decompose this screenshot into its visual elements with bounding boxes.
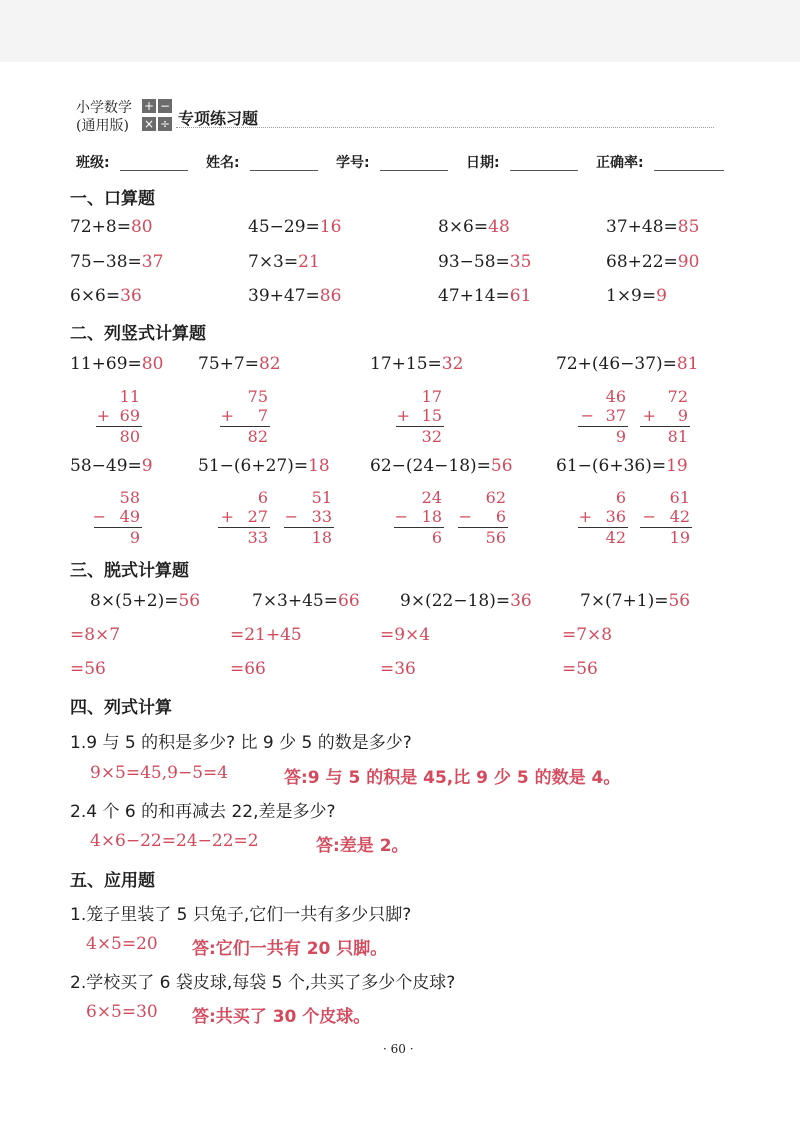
vert-op: + bbox=[220, 507, 234, 526]
vert-op: − bbox=[394, 507, 408, 526]
stepwise-problem: 7×(7+1)=56 bbox=[580, 591, 691, 611]
vertical-problem: 72+(46−37)=81 bbox=[556, 354, 699, 374]
section-word-problems-title: 五、应用题 bbox=[70, 871, 155, 891]
stepwise-step: =8×7 bbox=[70, 625, 121, 645]
vert-top: 72 bbox=[667, 387, 688, 406]
stepwise-step: =7×8 bbox=[562, 625, 613, 645]
header-divider bbox=[176, 127, 714, 128]
vert-result: 9 bbox=[129, 528, 140, 547]
vert-result: 33 bbox=[247, 528, 268, 547]
oral-item: 1×9=9 bbox=[606, 286, 667, 306]
vertical-problem: 58−49=9 bbox=[70, 456, 153, 476]
word-calc-2: 6×5=30 bbox=[86, 1002, 158, 1022]
oral-item: 68+22=90 bbox=[606, 252, 700, 272]
vert-op: − bbox=[92, 507, 106, 526]
oral-item: 93−58=35 bbox=[438, 252, 532, 272]
vert-bottom: 7 bbox=[257, 406, 268, 425]
word-answer-1: 答:它们一共有 20 只脚。 bbox=[192, 939, 388, 959]
vert-top: 24 bbox=[421, 488, 442, 507]
vert-top: 58 bbox=[119, 488, 140, 507]
accuracy-blank[interactable] bbox=[654, 170, 724, 171]
stepwise-step: =21+45 bbox=[230, 625, 302, 645]
stepwise-step: =56 bbox=[562, 659, 598, 679]
name-label: 姓名: bbox=[206, 155, 240, 171]
oral-item: 47+14=61 bbox=[438, 286, 532, 306]
vert-top: 17 bbox=[421, 387, 442, 406]
oral-item: 75−38=37 bbox=[70, 252, 164, 272]
vertical-problem: 75+7=82 bbox=[198, 354, 281, 374]
stepwise-problem: 7×3+45=66 bbox=[252, 591, 360, 611]
vert-result: 6 bbox=[431, 528, 442, 547]
oral-item: 45−29=16 bbox=[248, 217, 342, 237]
vertical-problem: 17+15=32 bbox=[370, 354, 464, 374]
vert-result: 9 bbox=[615, 427, 626, 446]
vert-bottom: 18 bbox=[421, 507, 442, 526]
expression-calc-2: 4×6−22=24−22=2 bbox=[90, 831, 259, 851]
vert-top: 46 bbox=[605, 387, 626, 406]
expression-question-1: 1.9 与 5 的积是多少? 比 9 少 5 的数是多少? bbox=[70, 733, 412, 753]
class-label: 班级: bbox=[76, 155, 110, 171]
vert-top: 6 bbox=[615, 488, 626, 507]
vert-result: 18 bbox=[311, 528, 332, 547]
name-blank[interactable] bbox=[250, 170, 318, 171]
vert-result: 80 bbox=[119, 427, 140, 446]
section-oral-title: 一、口算题 bbox=[70, 189, 155, 209]
vert-op: − bbox=[642, 507, 656, 526]
vert-result: 42 bbox=[605, 528, 626, 547]
vert-op: + bbox=[96, 406, 110, 425]
vert-bottom: 49 bbox=[119, 507, 140, 526]
vert-op: + bbox=[396, 406, 410, 425]
vert-bottom: 36 bbox=[605, 507, 626, 526]
stepwise-problem: 8×(5+2)=56 bbox=[90, 591, 201, 611]
expression-calc-1: 9×5=45,9−5=4 bbox=[90, 763, 229, 783]
vert-op: + bbox=[220, 406, 234, 425]
vert-bottom: 6 bbox=[495, 507, 506, 526]
vert-top: 62 bbox=[485, 488, 506, 507]
student-id-blank[interactable] bbox=[380, 170, 448, 171]
vert-result: 32 bbox=[421, 427, 442, 446]
vert-result: 19 bbox=[669, 528, 690, 547]
oral-item: 37+48=85 bbox=[606, 217, 700, 237]
stepwise-step: =66 bbox=[230, 659, 266, 679]
vertical-problem: 62−(24−18)=56 bbox=[370, 456, 513, 476]
vert-top: 51 bbox=[311, 488, 332, 507]
vert-op: + bbox=[578, 507, 592, 526]
student-id-label: 学号: bbox=[336, 155, 370, 171]
vertical-problem: 61−(6+36)=19 bbox=[556, 456, 688, 476]
vert-bottom: 69 bbox=[119, 406, 140, 425]
vert-bottom: 9 bbox=[677, 406, 688, 425]
section-stepwise-title: 三、脱式计算题 bbox=[70, 561, 189, 581]
oral-item: 72+8=80 bbox=[70, 217, 153, 237]
word-answer-2: 答:共买了 30 个皮球。 bbox=[192, 1007, 371, 1027]
vertical-problem: 51−(6+27)=18 bbox=[198, 456, 330, 476]
vert-result: 81 bbox=[667, 427, 688, 446]
page-number: · 60 · bbox=[383, 1042, 414, 1056]
vert-bottom: 42 bbox=[669, 507, 690, 526]
vert-top: 11 bbox=[119, 387, 140, 406]
expression-answer-2: 答:差是 2。 bbox=[316, 836, 409, 856]
vert-bottom: 37 bbox=[605, 406, 626, 425]
word-question-1: 1.笼子里装了 5 只兔子,它们一共有多少只脚? bbox=[70, 905, 412, 925]
accuracy-label: 正确率: bbox=[596, 155, 644, 171]
word-calc-1: 4×5=20 bbox=[86, 934, 158, 954]
section-vertical-title: 二、列竖式计算题 bbox=[70, 324, 206, 344]
divide-icon: ÷ bbox=[159, 117, 171, 131]
vertical-problem: 11+69=80 bbox=[70, 354, 164, 374]
section-expression-title: 四、列式计算 bbox=[70, 698, 172, 718]
oral-item: 39+47=86 bbox=[248, 286, 342, 306]
vert-op: − bbox=[458, 507, 472, 526]
vert-op: − bbox=[284, 507, 298, 526]
stepwise-step: =56 bbox=[70, 659, 106, 679]
oral-item: 8×6=48 bbox=[438, 217, 510, 237]
expression-answer-1: 答:9 与 5 的积是 45,比 9 少 5 的数是 4。 bbox=[284, 768, 621, 788]
vert-bottom: 33 bbox=[311, 507, 332, 526]
stepwise-step: =36 bbox=[380, 659, 416, 679]
vert-bottom: 15 bbox=[421, 406, 442, 425]
vert-op: − bbox=[580, 406, 594, 425]
oral-item: 7×3=21 bbox=[248, 252, 320, 272]
vert-op: + bbox=[642, 406, 656, 425]
minus-icon: − bbox=[159, 99, 171, 113]
subject-label: 小学数学 bbox=[76, 100, 132, 116]
vert-bottom: 27 bbox=[247, 507, 268, 526]
expression-question-2: 2.4 个 6 的和再减去 22,差是多少? bbox=[70, 802, 336, 822]
vert-top: 61 bbox=[669, 488, 690, 507]
date-blank[interactable] bbox=[510, 170, 578, 171]
vert-result: 56 bbox=[485, 528, 506, 547]
page-title: 专项练习题 bbox=[178, 109, 259, 128]
multiply-icon: × bbox=[143, 117, 155, 131]
class-blank[interactable] bbox=[120, 170, 188, 171]
vert-result: 82 bbox=[247, 427, 268, 446]
edition-label: (通用版) bbox=[76, 118, 129, 134]
plus-icon: + bbox=[143, 99, 155, 113]
vert-top: 75 bbox=[247, 387, 268, 406]
oral-item: 6×6=36 bbox=[70, 286, 142, 306]
stepwise-step: =9×4 bbox=[380, 625, 431, 645]
stepwise-problem: 9×(22−18)=36 bbox=[400, 591, 532, 611]
date-label: 日期: bbox=[466, 155, 500, 171]
word-question-2: 2.学校买了 6 袋皮球,每袋 5 个,共买了多少个皮球? bbox=[70, 973, 456, 993]
vert-top: 6 bbox=[257, 488, 268, 507]
